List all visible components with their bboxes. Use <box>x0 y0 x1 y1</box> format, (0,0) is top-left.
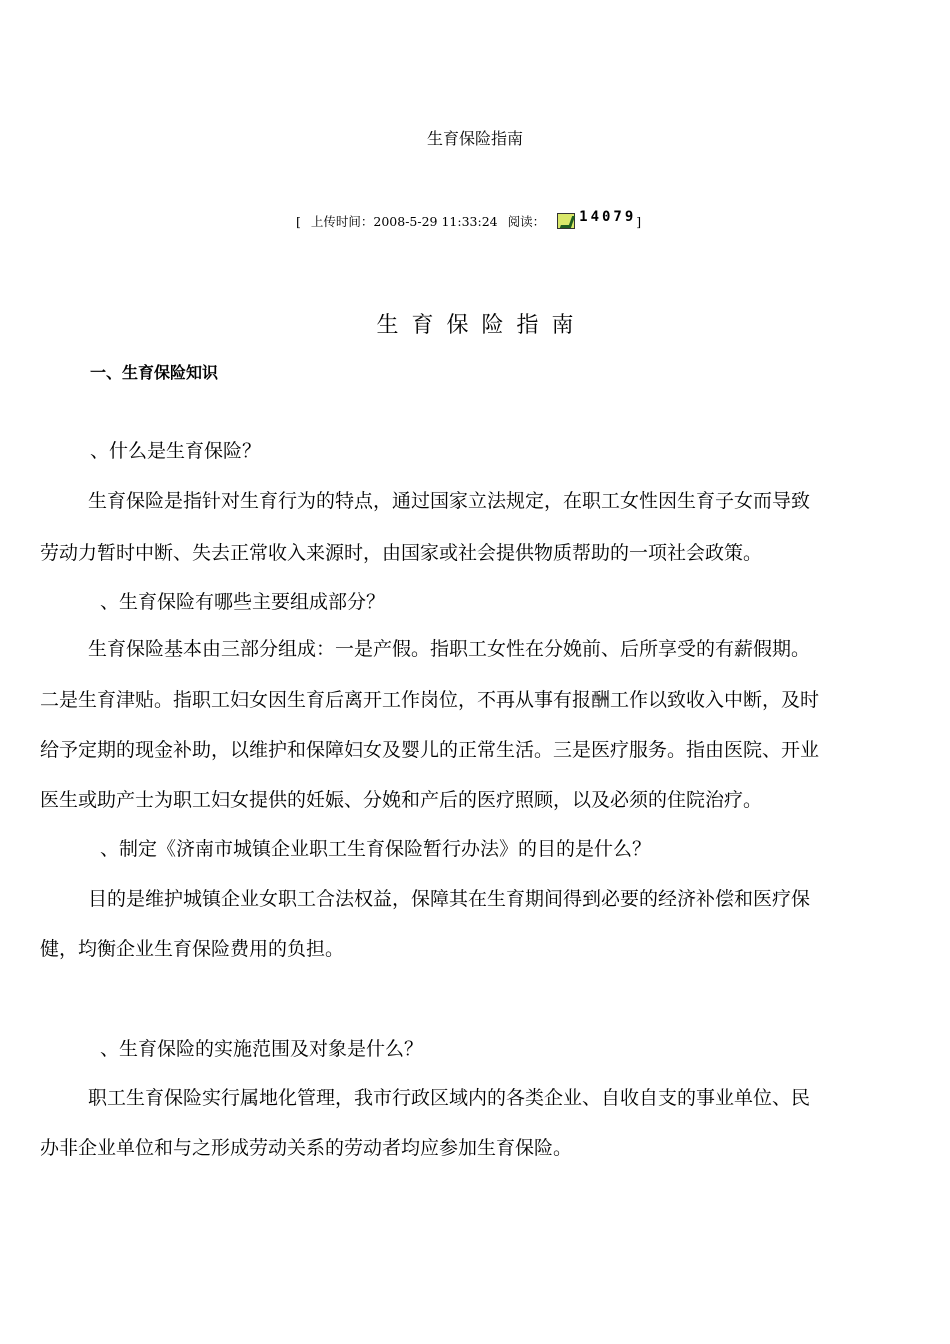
question-2: 、生育保险有哪些主要组成部分？ <box>100 591 386 613</box>
answer-4-line: 职工生育保险实行属地化管理，我市行政区域内的各类企业、自收自支的事业单位、民 <box>88 1087 811 1109</box>
read-count: 14079 <box>579 209 637 225</box>
upload-time-label: 上传时间：2008-5-29 11:33:24 <box>310 214 498 229</box>
read-label: 阅读： <box>507 214 546 229</box>
meta-close-bracket: ] <box>636 213 642 229</box>
main-heading: 生育保险指南 <box>376 313 587 338</box>
answer-3-line: 目的是维护城镇企业女职工合法权益，保障其在生育期间得到必要的经济补偿和医疗保 <box>88 888 811 910</box>
question-1: 、什么是生育保险？ <box>90 440 262 462</box>
answer-2-line: 医生或助产士为职工妇女提供的妊娠、分娩和产后的医疗照顾，以及必须的住院治疗。 <box>40 789 763 811</box>
document-title: 生育保险指南 <box>426 129 523 148</box>
question-3: 、制定《济南市城镇企业职工生育保险暂行办法》的目的是什么？ <box>100 838 652 860</box>
answer-2-line: 给予定期的现金补助，以维护和保障妇女及婴儿的正常生活。三是医疗服务。指由医院、开业 <box>40 739 820 761</box>
section-heading: 一、生育保险知识 <box>90 363 219 382</box>
counter-icon <box>557 213 575 229</box>
answer-1-line: 劳动力暂时中断、失去正常收入来源时，由国家或社会提供物质帮助的一项社会政策。 <box>40 542 763 564</box>
answer-3-line: 健，均衡企业生育保险费用的负担。 <box>40 938 345 960</box>
answer-2-line: 二是生育津贴。指职工妇女因生育后离开工作岗位，不再从事有报酬工作以致收入中断，及时 <box>40 689 820 711</box>
answer-4-line: 办非企业单位和与之形成劳动关系的劳动者均应参加生育保险。 <box>40 1137 573 1159</box>
question-4: 、生育保险的实施范围及对象是什么？ <box>100 1038 424 1060</box>
meta-open-bracket: [ <box>296 213 301 229</box>
upload-meta <box>296 209 642 230</box>
answer-2-line: 生育保险基本由三部分组成：一是产假。指职工女性在分娩前、后所享受的有薪假期。 <box>88 638 811 660</box>
answer-1-line: 生育保险是指针对生育行为的特点，通过国家立法规定，在职工女性因生育子女而导致 <box>88 490 811 512</box>
